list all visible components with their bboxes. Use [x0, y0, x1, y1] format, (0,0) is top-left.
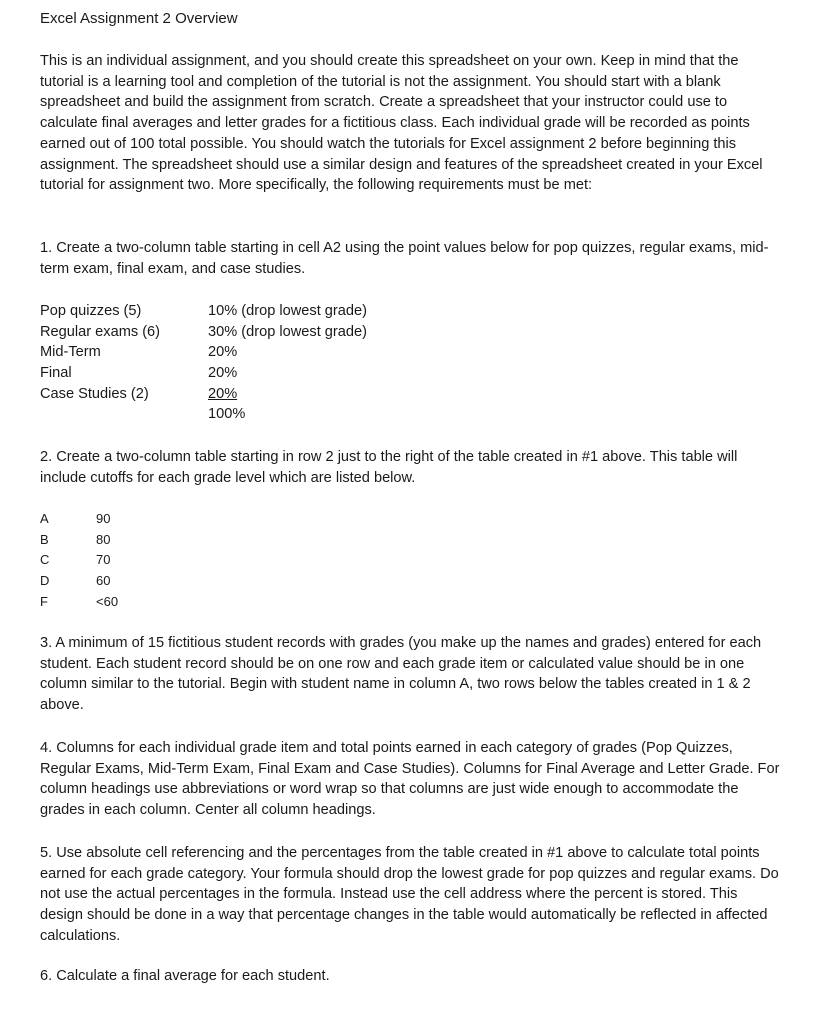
cutoff-value: 90	[96, 511, 111, 526]
weight-percent: 10% (drop lowest grade)	[208, 303, 367, 319]
grade-cutoffs-table	[40, 509, 118, 612]
cutoff-value: <60	[96, 593, 119, 609]
weight-category: Final	[40, 365, 72, 382]
requirement-5: 5. Use absolute cell referencing and the percentages from the table created in #1 above to calculate total points earned for each grade category. Your formula should drop the lowest grade for pop quizzes and regular exams. Do not use the actual percentages in the formula. Instead use the cell address where the percent is stored. This design should be done in a way that percentage changes in the table would automatically be reflected in affected calculations.	[40, 845, 779, 944]
weights-table	[40, 301, 367, 425]
cutoff-row	[40, 509, 118, 530]
cutoff-grade: B	[40, 531, 49, 547]
weight-category: Mid-Term	[40, 344, 101, 361]
weight-total: 100%	[208, 406, 246, 423]
weights-total-row	[40, 404, 367, 425]
weights-row	[40, 322, 367, 343]
requirement-6: 6. Calculate a final average for each student.	[40, 968, 330, 984]
cutoff-value: 80	[96, 531, 111, 547]
cutoff-row	[40, 592, 118, 613]
weights-row	[40, 342, 367, 363]
cutoff-row	[40, 550, 118, 571]
weight-category: Case Studies (2)	[40, 385, 149, 402]
requirement-1: 1. Create a two-column table starting in cell A2 using the point values below for pop quizzes, regular exams, mid-term exam, final exam, and case studies.	[40, 240, 769, 277]
weight-percent: 20%	[208, 365, 238, 382]
weights-row	[40, 363, 367, 384]
cutoff-row	[40, 571, 118, 592]
cutoff-value: 70	[96, 552, 111, 568]
requirement-3: 3. A minimum of 15 fictitious student records with grades (you make up the names and grades) entered for each student. Each student record should be on one row and each grade item or calculated value should be in one column similar to the tutorial. Begin with student name in column A, two rows below the tables created in 1 & 2 above.	[40, 635, 762, 714]
weights-row	[40, 301, 367, 322]
requirement-2: 2. Create a two-column table starting in row 2 just to the right of the table created in #1 above. This table will include cutoffs for each grade level which are listed below.	[40, 449, 738, 486]
requirement-4: 4. Columns for each individual grade item and total points earned in each category of grades (Pop Quizzes, Regular Exams, Mid-Term Exam, Final Exam and Case Studies). Columns for Final Average and Letter Grade. For column headings use abbreviations or word wrap so that columns are just wide enough to accommodate the grades in each column. Center all column headings.	[40, 740, 780, 819]
weight-category	[40, 404, 208, 425]
weight-percent: 30% (drop lowest grade)	[208, 323, 367, 340]
cutoff-grade: D	[40, 573, 50, 589]
weight-category: Pop quizzes (5)	[40, 303, 142, 319]
weight-category: Regular exams (6)	[40, 323, 161, 340]
intro-paragraph: This is an individual assignment, and you should create this spreadsheet on your own. Keep in mind that the tutorial is a learning tool and completion of the tutorial is not the assignment. You should start with a blank spreadsheet and build the assignment from scratch. Create a spreadsheet that your instructor could use to calculate final averages and letter grades for a fictitious class. Each individual grade will be recorded as points earned out of 100 total possible. You should watch the tutorials for Excel assignment 2 before beginning this assignment. The spreadsheet should use a similar design and features of the spreadsheet created in your Excel tutorial for assignment two. More specifically, the following requirements must be met:	[40, 53, 763, 194]
weight-percent: 20%	[208, 385, 238, 402]
cutoff-grade: A	[40, 511, 49, 526]
cutoff-grade: C	[40, 552, 50, 568]
cutoff-value: 60	[96, 573, 111, 589]
weights-row	[40, 384, 367, 405]
cutoff-row	[40, 530, 118, 551]
weight-percent: 20%	[208, 344, 238, 361]
cutoff-grade: F	[40, 593, 48, 609]
document-title: Excel Assignment 2 Overview	[40, 10, 238, 27]
